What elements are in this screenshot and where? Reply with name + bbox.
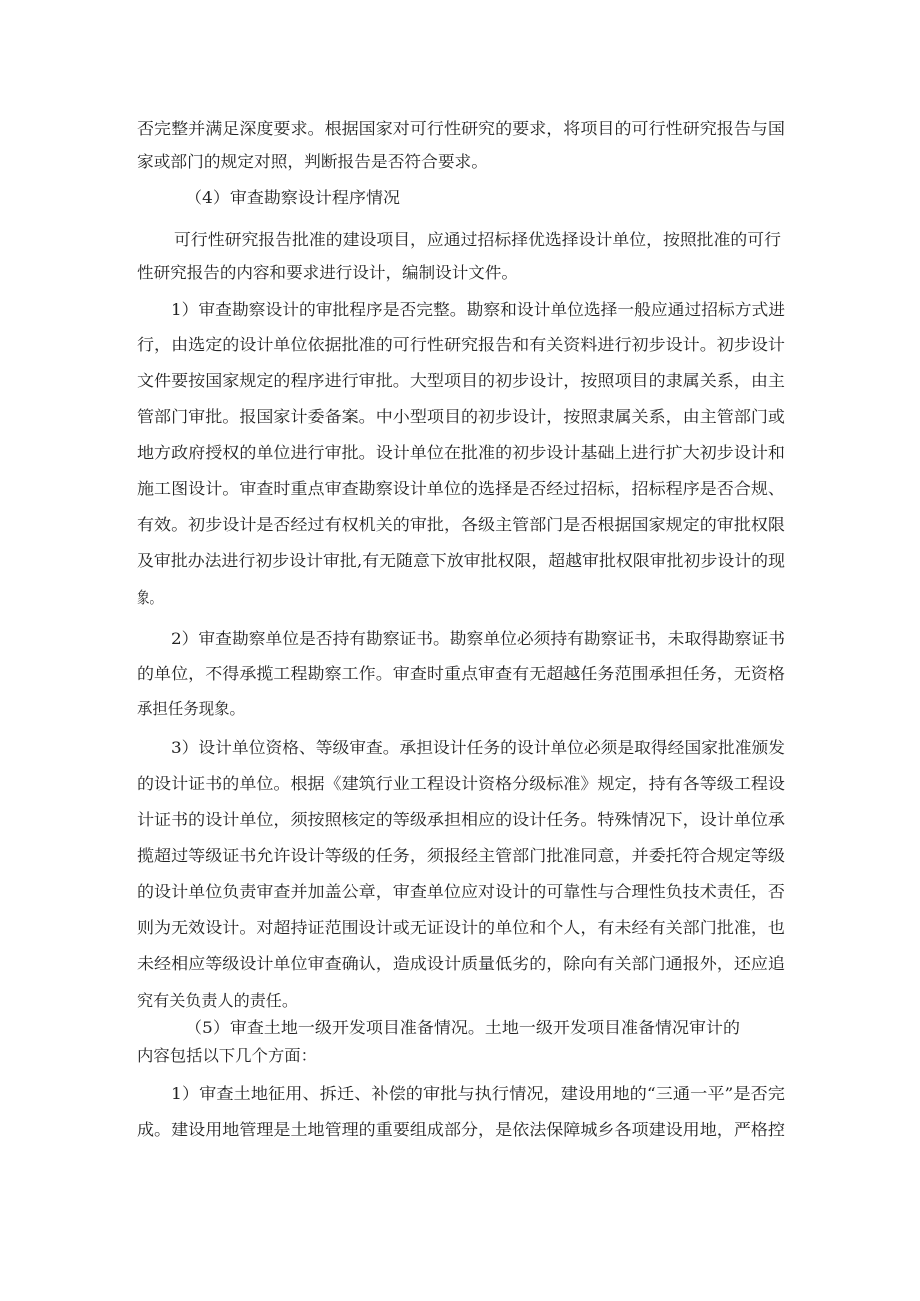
text-line [0, 261, 920, 285]
text-line [0, 586, 920, 610]
text-line [0, 844, 920, 868]
line-text: 未经相应等级设计单位审查确认，造成设计质量低劣的，除向有关部门通报外，还应追 [137, 954, 785, 973]
line-text: 文件要按国家规定的程序进行审批。大型项目的初步设计，按照项目的隶属关系，由主 [137, 371, 785, 390]
line-text: 施工图设计。审查时重点审查勘察设计单位的选择是否经过招标，招标程序是否合规、 [137, 479, 785, 498]
line-text: 则为无效设计。对超持证范围设计或无证设计的单位和个人，有未经有关部门批准，也 [137, 918, 785, 937]
text-line [0, 1044, 920, 1068]
line-text: 管部门审批。报国家计委备案。中小型项目的初步设计，按照隶属关系，由主管部门或 [137, 407, 785, 426]
text-line [0, 662, 920, 686]
line-text: 揽超过等级证书允许设计等级的任务，须报经主管部门批准同意，并委托符合规定等级 [137, 846, 785, 865]
text-line [0, 808, 920, 832]
line-text: （5）审查土地一级开发项目准备情况。土地一级开发项目准备情况审计的 [185, 1018, 740, 1037]
line-text: 家或部门的规定对照，判断报告是否符合要求。 [137, 152, 488, 171]
text-line [0, 1118, 920, 1142]
text-line [0, 150, 920, 174]
line-text: 计证书的设计单位，须按照核定的等级承担相应的设计任务。特殊情况下，设计单位承 [137, 810, 785, 829]
text-line [0, 627, 920, 651]
line-text: 成。建设用地管理是土地管理的重要组成部分，是依法保障城乡各项建设用地，严格控 [137, 1120, 785, 1139]
section-heading [0, 186, 920, 210]
text-line [0, 513, 920, 537]
line-text: 的单位，不得承揽工程勘察工作。审查时重点审查有无超越任务范围承担任务，无资格 [137, 664, 785, 683]
text-line [0, 228, 920, 252]
line-text: 究有关负责人的责任。 [137, 991, 298, 1010]
text-line [0, 989, 920, 1013]
line-text: 可行性研究报告批准的建设项目，应通过招标择优选择设计单位，按照批准的可行 [174, 230, 781, 249]
line-text: 有效。初步设计是否经过有权机关的审批，各级主管部门是否根据国家规定的审批权限 [137, 515, 785, 534]
text-line [0, 405, 920, 429]
line-text: 象。 [137, 588, 162, 607]
line-text: （4）审查勘察设计程序情况 [185, 188, 400, 207]
text-line [0, 477, 920, 501]
line-text: 地方政府授权的单位进行审批。设计单位在批准的初步设计基础上进行扩大初步设计和 [137, 443, 785, 462]
text-line [0, 549, 920, 573]
line-text: 1）审查土地征用、拆迁、补偿的审批与执行情况，建设用地的“三通一平”是否完 [171, 1084, 785, 1103]
line-text: 承担任务现象。 [137, 699, 245, 718]
text-line [0, 1082, 920, 1106]
text-line [0, 298, 920, 322]
line-text: 的设计单位负责审查并加盖公章，审查单位应对设计的可靠性与合理性负技术责任，否 [137, 882, 785, 901]
section-heading [0, 1016, 920, 1040]
line-text: 行，由选定的设计单位依据批准的可行性研究报告和有关资料进行初步设计。初步设计 [137, 335, 785, 354]
text-line [0, 772, 920, 796]
text-line [0, 117, 920, 141]
text-line [0, 952, 920, 976]
text-line [0, 369, 920, 393]
line-text: 内容包括以下几个方面： [137, 1046, 317, 1065]
line-text: 及审批办法进行初步设计审批,有无随意下放审批权限，超越审批权限审批初步设计的现 [137, 551, 785, 570]
text-line [0, 333, 920, 357]
text-line [0, 880, 920, 904]
line-text: 的设计证书的单位。根据《建筑行业工程设计资格分级标准》规定，持有各等级工程设 [137, 774, 785, 793]
line-text: 否完整并满足深度要求。根据国家对可行性研究的要求，将项目的可行性研究报告与国 [137, 119, 785, 138]
line-text: 3）设计单位资格、等级审查。承担设计任务的设计单位必须是取得经国家批准颁发 [171, 738, 785, 757]
line-text: 性研究报告的内容和要求进行设计，编制设计文件。 [137, 263, 518, 282]
line-text: 1）审查勘察设计的审批程序是否完整。勘察和设计单位选择一般应通过招标方式进 [171, 300, 785, 319]
line-text: 2）审查勘察单位是否持有勘察证书。勘察单位必须持有勘察证书，未取得勘察证书 [171, 629, 785, 648]
text-line [0, 916, 920, 940]
text-line [0, 441, 920, 465]
text-line [0, 736, 920, 760]
text-line [0, 697, 920, 721]
